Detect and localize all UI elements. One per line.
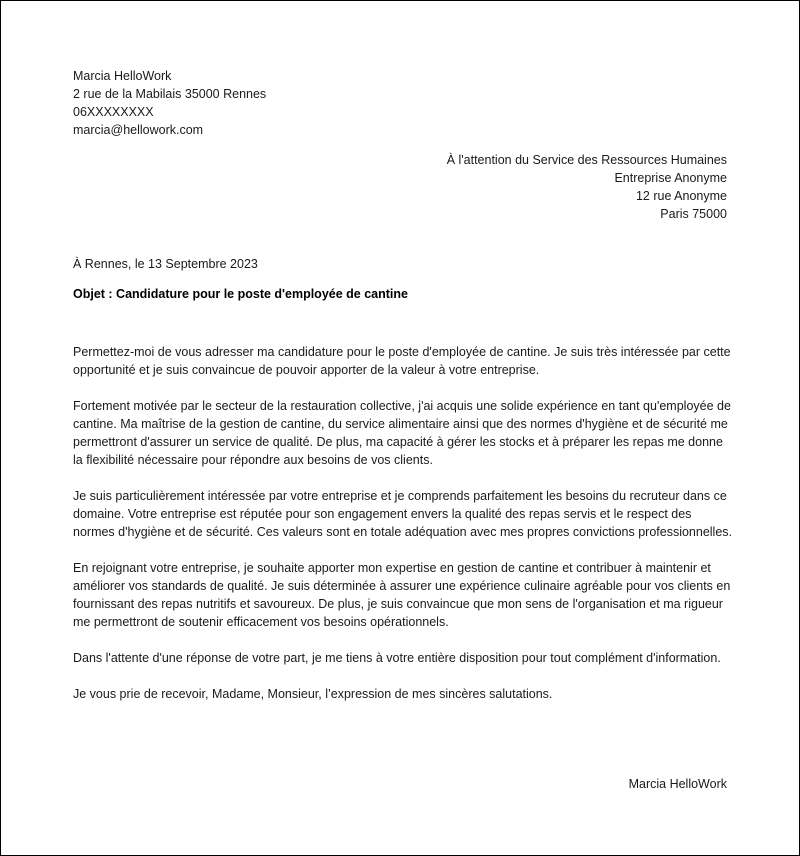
body-paragraph: Fortement motivée par le secteur de la restauration collective, j'ai acquis une solide expérience en tant qu'employée de cantine. Ma maîtrise de la gestion de cantine, du service alimentaire ainsi que des normes d'hygiène et de sécurité me permettront d'assurer un service de qualité. De plus, ma capacité à gérer les stocks et à préparer les repas me donne la flexibilité nécessaire pour répondre aux besoins de vos clients. xyxy=(73,399,731,467)
closing-formula: Je vous prie de recevoir, Madame, Monsieur, l’expression de mes sincères salutations. xyxy=(73,687,553,701)
body-paragraph: Dans l'attente d'une réponse de votre part, je me tiens à votre entière disposition pour tout complément d'information. xyxy=(73,651,721,665)
body-paragraph: Je suis particulièrement intéressée par votre entreprise et je comprends parfaitement les besoins du recruteur dans ce domaine. Votre entreprise est réputée pour son engagement envers la qualité des repas servis et le respect des normes d'hygiène et de sécurité. Ces valeurs sont en totale adéquation avec mes propres convictions professionnelles. xyxy=(73,489,733,539)
recipient-street: 12 rue Anonyme xyxy=(635,189,727,203)
body-paragraph: Permettez-moi de vous adresser ma candidature pour le poste d'employée de cantine. Je suis très intéressée par cette opportunité et je suis convaincue de pouvoir apporter de la valeur à votre entreprise. xyxy=(73,345,731,377)
letter-body xyxy=(73,343,733,721)
sender-name: Marcia HelloWork xyxy=(73,69,172,83)
sender-block xyxy=(73,67,266,139)
place-date: À Rennes, le 13 Septembre 2023 xyxy=(73,257,258,271)
recipient-block xyxy=(447,151,727,223)
recipient-city: Paris 75000 xyxy=(660,207,727,221)
recipient-attention: À l'attention du Service des Ressources Humaines xyxy=(446,153,727,167)
signature: Marcia HelloWork xyxy=(628,777,727,791)
sender-address: 2 rue de la Mabilais 35000 Rennes xyxy=(73,87,267,101)
recipient-company: Entreprise Anonyme xyxy=(614,171,727,185)
body-paragraph: En rejoignant votre entreprise, je souhaite apporter mon expertise en gestion de cantine et contribuer à maintenir et améliorer vos standards de qualité. Je suis déterminée à assurer une expérience culinaire agréable pour vos clients en fournissant des repas nutritifs et savoureux. De plus, je suis convaincue que mon sens de l'organisation et ma rigueur me permettront de soutenir efficacement vos besoins opérationnels. xyxy=(73,561,731,629)
sender-phone: 06XXXXXXXX xyxy=(73,105,154,119)
letter-subject: Objet : Candidature pour le poste d'employée de cantine xyxy=(73,287,408,301)
sender-email: marcia@hellowork.com xyxy=(73,123,204,137)
